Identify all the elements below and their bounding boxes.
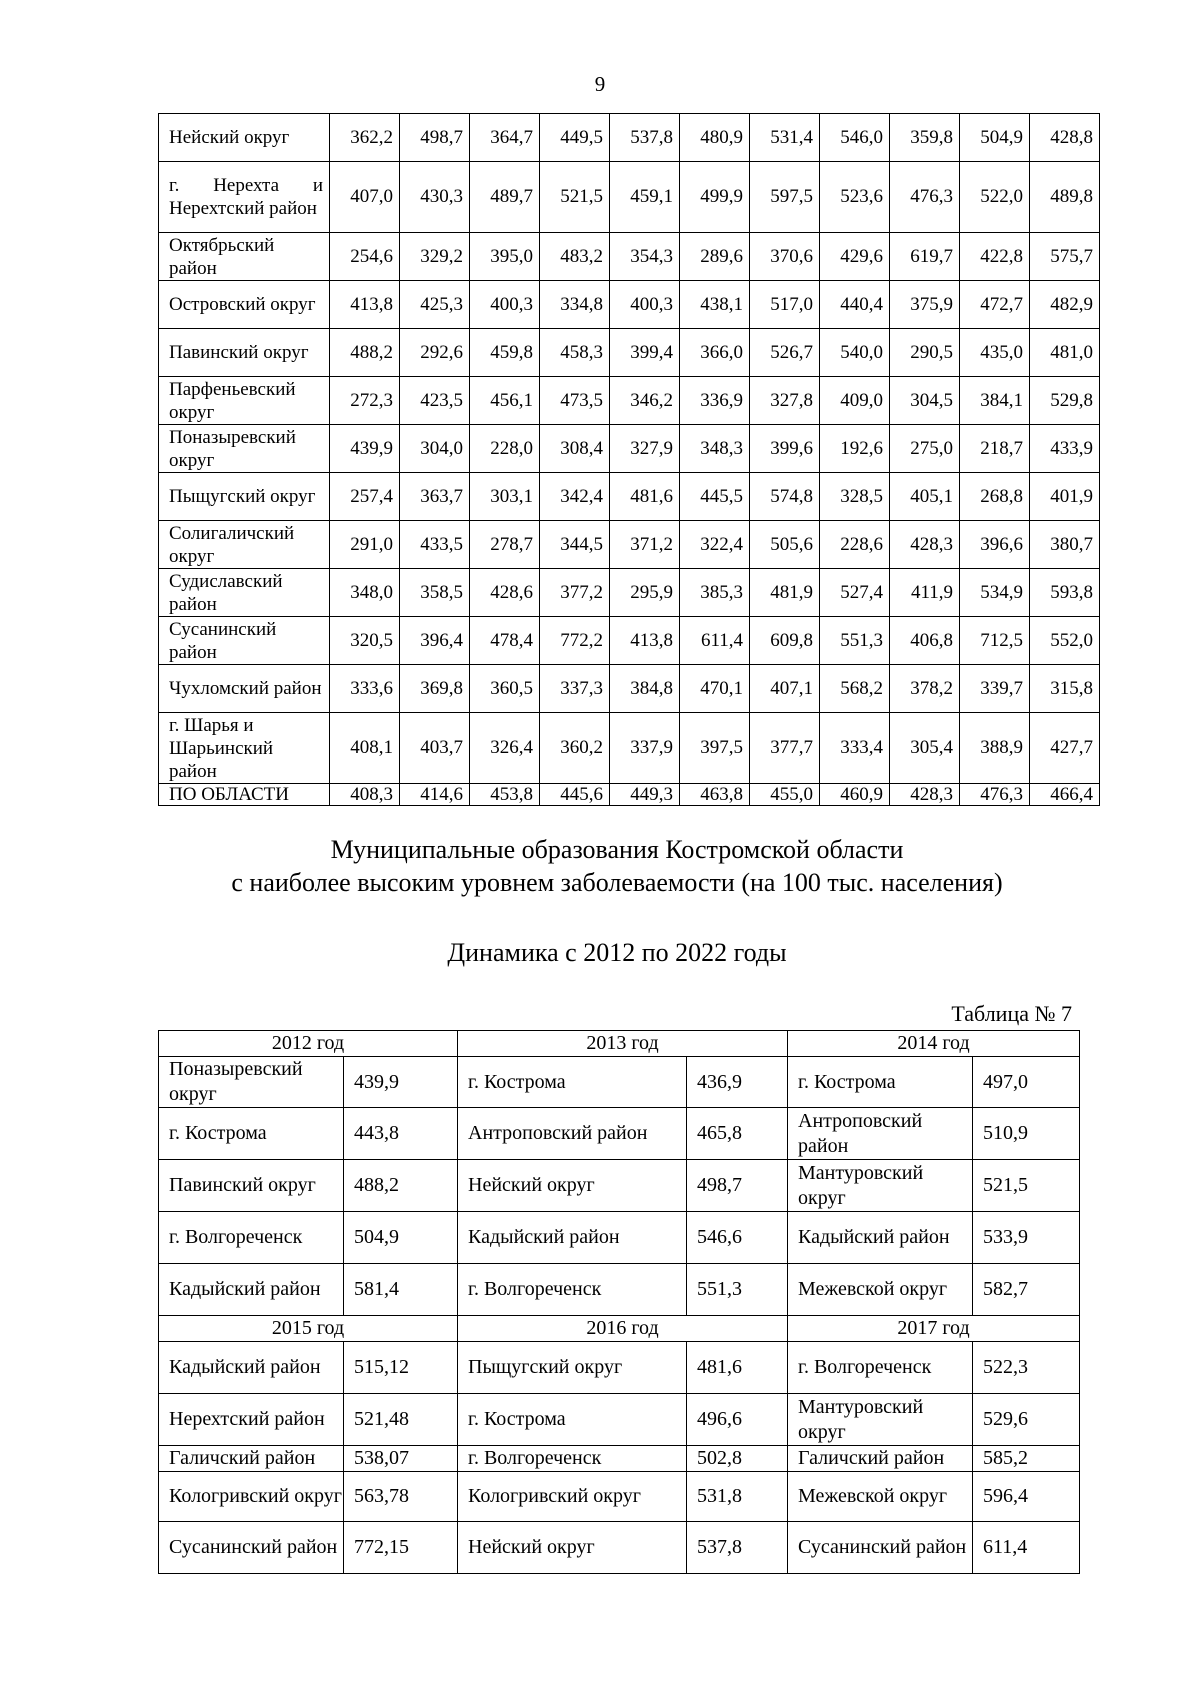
incidence-value: 268,8 (960, 473, 1030, 521)
incidence-value: 315,8 (1030, 665, 1100, 713)
incidence-value: 478,4 (470, 617, 540, 665)
district-name: г. Нерехта и Нерехтский район (159, 162, 330, 233)
incidence-value: 497,0 (973, 1057, 1080, 1108)
district-name: Павинский округ (159, 329, 330, 377)
incidence-value: 596,4 (973, 1472, 1080, 1522)
table-row (159, 784, 1100, 806)
incidence-value: 371,2 (610, 521, 680, 569)
incidence-value: 384,8 (610, 665, 680, 713)
incidence-value: 322,4 (680, 521, 750, 569)
table-row (159, 569, 1100, 617)
incidence-value: 533,9 (973, 1212, 1080, 1264)
incidence-value: 527,4 (820, 569, 890, 617)
incidence-value: 546,6 (687, 1212, 788, 1264)
incidence-value: 430,3 (400, 162, 470, 233)
municipality-name: Мантуровский округ (788, 1394, 973, 1446)
incidence-value: 575,7 (1030, 233, 1100, 281)
incidence-value: 440,4 (820, 281, 890, 329)
municipality-name: Галичский район (159, 1446, 344, 1472)
municipality-name: Кадыйский район (788, 1212, 973, 1264)
district-name: Солигаличский округ (159, 521, 330, 569)
incidence-value: 466,4 (1030, 784, 1100, 806)
incidence-value: 308,4 (540, 425, 610, 473)
incidence-value: 489,7 (470, 162, 540, 233)
incidence-value: 337,9 (610, 713, 680, 784)
incidence-value: 538,07 (344, 1446, 458, 1472)
incidence-value: 611,4 (973, 1522, 1080, 1574)
incidence-value: 529,8 (1030, 377, 1100, 425)
incidence-value: 291,0 (330, 521, 400, 569)
incidence-value: 521,48 (344, 1394, 458, 1446)
incidence-value: 337,3 (540, 665, 610, 713)
year-header-row (159, 1031, 1080, 1057)
incidence-value: 401,9 (1030, 473, 1100, 521)
table-row (159, 1108, 1080, 1160)
incidence-value: 445,5 (680, 473, 750, 521)
incidence-value: 551,3 (820, 617, 890, 665)
incidence-value: 473,5 (540, 377, 610, 425)
table-row (159, 473, 1100, 521)
incidence-value: 413,8 (610, 617, 680, 665)
incidence-value: 413,8 (330, 281, 400, 329)
year-header: 2016 год (458, 1316, 788, 1342)
incidence-value: 304,0 (400, 425, 470, 473)
incidence-value: 328,5 (820, 473, 890, 521)
incidence-value: 449,5 (540, 114, 610, 162)
incidence-value: 499,9 (680, 162, 750, 233)
incidence-value: 436,9 (687, 1057, 788, 1108)
incidence-value: 406,8 (890, 617, 960, 665)
incidence-value: 496,6 (687, 1394, 788, 1446)
incidence-value: 428,3 (890, 521, 960, 569)
incidence-value: 254,6 (330, 233, 400, 281)
table-row (159, 329, 1100, 377)
incidence-value: 433,5 (400, 521, 470, 569)
incidence-value: 574,8 (750, 473, 820, 521)
municipality-name: Сусанинский район (159, 1522, 344, 1574)
incidence-value: 399,4 (610, 329, 680, 377)
incidence-value: 327,8 (750, 377, 820, 425)
incidence-value: 411,9 (890, 569, 960, 617)
incidence-value: 375,9 (890, 281, 960, 329)
municipality-name: Межевской округ (788, 1264, 973, 1316)
incidence-value: 333,4 (820, 713, 890, 784)
incidence-value: 585,2 (973, 1446, 1080, 1472)
incidence-value: 358,5 (400, 569, 470, 617)
incidence-value: 522,0 (960, 162, 1030, 233)
year-header: 2015 год (159, 1316, 458, 1342)
incidence-value: 481,6 (610, 473, 680, 521)
incidence-value: 504,9 (960, 114, 1030, 162)
incidence-value: 611,4 (680, 617, 750, 665)
municipality-name: Антроповский район (458, 1108, 687, 1160)
dynamics-heading: Динамика с 2012 по 2022 годы (447, 938, 787, 967)
municipality-name: Пыщугский округ (458, 1342, 687, 1394)
table-row (159, 1160, 1080, 1212)
incidence-value: 489,8 (1030, 162, 1100, 233)
incidence-value: 465,8 (687, 1108, 788, 1160)
incidence-value: 408,1 (330, 713, 400, 784)
incidence-value: 333,6 (330, 665, 400, 713)
section-heading (0, 833, 1200, 899)
incidence-value: 423,5 (400, 377, 470, 425)
incidence-value: 502,8 (687, 1446, 788, 1472)
district-incidence-table (158, 113, 1100, 806)
incidence-value: 439,9 (330, 425, 400, 473)
incidence-value: 326,4 (470, 713, 540, 784)
municipality-name: Мантуровский округ (788, 1160, 973, 1212)
incidence-value: 505,6 (750, 521, 820, 569)
incidence-value: 228,6 (820, 521, 890, 569)
incidence-value: 521,5 (540, 162, 610, 233)
incidence-value: 192,6 (820, 425, 890, 473)
incidence-value: 433,9 (1030, 425, 1100, 473)
year-header: 2012 год (159, 1031, 458, 1057)
incidence-value: 481,9 (750, 569, 820, 617)
table-row (159, 1522, 1080, 1574)
incidence-value: 422,8 (960, 233, 1030, 281)
table-row (159, 1342, 1080, 1394)
incidence-value: 370,6 (750, 233, 820, 281)
incidence-value: 359,8 (890, 114, 960, 162)
incidence-value: 581,4 (344, 1264, 458, 1316)
incidence-value: 521,5 (973, 1160, 1080, 1212)
incidence-value: 480,9 (680, 114, 750, 162)
municipality-name: Кадыйский район (159, 1342, 344, 1394)
incidence-value: 439,9 (344, 1057, 458, 1108)
municipality-name: Кадыйский район (458, 1212, 687, 1264)
incidence-value: 342,4 (540, 473, 610, 521)
incidence-value: 522,3 (973, 1342, 1080, 1394)
district-name: Октябрьский район (159, 233, 330, 281)
incidence-value: 483,2 (540, 233, 610, 281)
incidence-value: 400,3 (470, 281, 540, 329)
incidence-value: 407,0 (330, 162, 400, 233)
incidence-value: 619,7 (890, 233, 960, 281)
incidence-value: 400,3 (610, 281, 680, 329)
incidence-value: 360,5 (470, 665, 540, 713)
incidence-value: 399,6 (750, 425, 820, 473)
incidence-value: 472,7 (960, 281, 1030, 329)
incidence-value: 453,8 (470, 784, 540, 806)
incidence-value: 336,9 (680, 377, 750, 425)
incidence-value: 481,0 (1030, 329, 1100, 377)
incidence-value: 409,0 (820, 377, 890, 425)
table-row (159, 162, 1100, 233)
incidence-value: 320,5 (330, 617, 400, 665)
district-name: Чухломский район (159, 665, 330, 713)
municipality-name: Антроповский район (788, 1108, 973, 1160)
incidence-value: 378,2 (890, 665, 960, 713)
incidence-value: 289,6 (680, 233, 750, 281)
incidence-value: 290,5 (890, 329, 960, 377)
municipality-name: Межевской округ (788, 1472, 973, 1522)
incidence-value: 443,8 (344, 1108, 458, 1160)
incidence-value: 428,6 (470, 569, 540, 617)
municipality-name: Кологривский округ (159, 1472, 344, 1522)
table-caption: Таблица № 7 (951, 1001, 1072, 1026)
incidence-value: 593,8 (1030, 569, 1100, 617)
incidence-value: 455,0 (750, 784, 820, 806)
district-name: Парфеньевский округ (159, 377, 330, 425)
incidence-value: 388,9 (960, 713, 1030, 784)
heading-line-2: с наиболее высоким уровнем заболеваемости (на 100 тыс. населения) (231, 868, 1003, 897)
incidence-value: 428,3 (890, 784, 960, 806)
district-name: Судиславский район (159, 569, 330, 617)
incidence-value: 348,3 (680, 425, 750, 473)
incidence-value: 712,5 (960, 617, 1030, 665)
incidence-value: 531,4 (750, 114, 820, 162)
incidence-value: 498,7 (400, 114, 470, 162)
incidence-value: 366,0 (680, 329, 750, 377)
incidence-value: 334,8 (540, 281, 610, 329)
incidence-value: 369,8 (400, 665, 470, 713)
table-row (159, 281, 1100, 329)
table-row (159, 1472, 1080, 1522)
incidence-value: 295,9 (610, 569, 680, 617)
incidence-value: 458,3 (540, 329, 610, 377)
incidence-value: 609,8 (750, 617, 820, 665)
municipality-name: г. Волгореченск (788, 1342, 973, 1394)
municipality-name: Кологривский округ (458, 1472, 687, 1522)
incidence-value: 531,8 (687, 1472, 788, 1522)
table-row (159, 233, 1100, 281)
incidence-value: 534,9 (960, 569, 1030, 617)
table-row (159, 1394, 1080, 1446)
incidence-value: 272,3 (330, 377, 400, 425)
municipality-name: г. Волгореченск (458, 1264, 687, 1316)
district-name: Поназыревский округ (159, 425, 330, 473)
incidence-value: 537,8 (610, 114, 680, 162)
incidence-value: 459,1 (610, 162, 680, 233)
municipality-name: г. Кострома (159, 1108, 344, 1160)
top-municipalities-table (158, 1030, 1080, 1574)
district-name: Сусанинский район (159, 617, 330, 665)
incidence-value: 597,5 (750, 162, 820, 233)
incidence-value: 428,8 (1030, 114, 1100, 162)
municipality-name: Поназыревский округ (159, 1057, 344, 1108)
incidence-value: 523,6 (820, 162, 890, 233)
incidence-value: 552,0 (1030, 617, 1100, 665)
year-header-row (159, 1316, 1080, 1342)
incidence-value: 377,2 (540, 569, 610, 617)
incidence-value: 540,0 (820, 329, 890, 377)
table-row (159, 617, 1100, 665)
incidence-value: 397,5 (680, 713, 750, 784)
page-number: 9 (594, 72, 606, 96)
incidence-value: 228,0 (470, 425, 540, 473)
table-row (159, 1446, 1080, 1472)
incidence-value: 429,6 (820, 233, 890, 281)
heading-line-1: Муниципальные образования Костромской области (330, 835, 904, 864)
municipality-name: Нерехтский район (159, 1394, 344, 1446)
incidence-value: 385,3 (680, 569, 750, 617)
municipality-name: Павинский округ (159, 1160, 344, 1212)
incidence-value: 463,8 (680, 784, 750, 806)
incidence-value: 517,0 (750, 281, 820, 329)
municipality-name: Галичский район (788, 1446, 973, 1472)
table-row (159, 1057, 1080, 1108)
incidence-value: 304,5 (890, 377, 960, 425)
incidence-value: 344,5 (540, 521, 610, 569)
incidence-value: 772,2 (540, 617, 610, 665)
incidence-value: 456,1 (470, 377, 540, 425)
incidence-value: 427,7 (1030, 713, 1100, 784)
incidence-value: 537,8 (687, 1522, 788, 1574)
municipality-name: Кадыйский район (159, 1264, 344, 1316)
district-name: г. Шарья и Шарьинский район (159, 713, 330, 784)
incidence-value: 362,2 (330, 114, 400, 162)
incidence-value: 275,0 (890, 425, 960, 473)
incidence-value: 396,6 (960, 521, 1030, 569)
incidence-value: 305,4 (890, 713, 960, 784)
year-header: 2014 год (788, 1031, 1080, 1057)
incidence-value: 405,1 (890, 473, 960, 521)
incidence-value: 396,4 (400, 617, 470, 665)
incidence-value: 292,6 (400, 329, 470, 377)
incidence-value: 348,0 (330, 569, 400, 617)
incidence-value: 395,0 (470, 233, 540, 281)
incidence-value: 563,78 (344, 1472, 458, 1522)
table-row (159, 114, 1100, 162)
incidence-value: 772,15 (344, 1522, 458, 1574)
incidence-value: 526,7 (750, 329, 820, 377)
incidence-value: 470,1 (680, 665, 750, 713)
incidence-value: 449,3 (610, 784, 680, 806)
incidence-value: 414,6 (400, 784, 470, 806)
year-header: 2017 год (788, 1316, 1080, 1342)
incidence-value: 364,7 (470, 114, 540, 162)
incidence-value: 582,7 (973, 1264, 1080, 1316)
municipality-name: г. Волгореченск (159, 1212, 344, 1264)
table-row (159, 377, 1100, 425)
table-row (159, 665, 1100, 713)
incidence-value: 529,6 (973, 1394, 1080, 1446)
incidence-value: 354,3 (610, 233, 680, 281)
year-header: 2013 год (458, 1031, 788, 1057)
incidence-value: 384,1 (960, 377, 1030, 425)
incidence-value: 476,3 (890, 162, 960, 233)
incidence-value: 363,7 (400, 473, 470, 521)
table-row (159, 521, 1100, 569)
incidence-value: 459,8 (470, 329, 540, 377)
incidence-value: 515,12 (344, 1342, 458, 1394)
incidence-value: 435,0 (960, 329, 1030, 377)
incidence-value: 339,7 (960, 665, 1030, 713)
incidence-value: 546,0 (820, 114, 890, 162)
municipality-name: г. Кострома (788, 1057, 973, 1108)
incidence-value: 408,3 (330, 784, 400, 806)
municipality-name: Нейский округ (458, 1522, 687, 1574)
incidence-value: 476,3 (960, 784, 1030, 806)
incidence-value: 360,2 (540, 713, 610, 784)
incidence-value: 568,2 (820, 665, 890, 713)
incidence-value: 438,1 (680, 281, 750, 329)
incidence-value: 425,3 (400, 281, 470, 329)
incidence-value: 377,7 (750, 713, 820, 784)
incidence-value: 551,3 (687, 1264, 788, 1316)
incidence-value: 482,9 (1030, 281, 1100, 329)
incidence-value: 504,9 (344, 1212, 458, 1264)
incidence-value: 488,2 (344, 1160, 458, 1212)
incidence-value: 329,2 (400, 233, 470, 281)
district-name: Пыщугский округ (159, 473, 330, 521)
incidence-value: 498,7 (687, 1160, 788, 1212)
incidence-value: 218,7 (960, 425, 1030, 473)
municipality-name: г. Кострома (458, 1057, 687, 1108)
table-row (159, 1212, 1080, 1264)
incidence-value: 403,7 (400, 713, 470, 784)
incidence-value: 481,6 (687, 1342, 788, 1394)
incidence-value: 380,7 (1030, 521, 1100, 569)
incidence-value: 278,7 (470, 521, 540, 569)
incidence-value: 488,2 (330, 329, 400, 377)
incidence-value: 303,1 (470, 473, 540, 521)
incidence-value: 346,2 (610, 377, 680, 425)
district-name: ПО ОБЛАСТИ (159, 784, 330, 806)
district-name: Нейский округ (159, 114, 330, 162)
incidence-value: 510,9 (973, 1108, 1080, 1160)
municipality-name: г. Волгореченск (458, 1446, 687, 1472)
incidence-value: 257,4 (330, 473, 400, 521)
incidence-value: 327,9 (610, 425, 680, 473)
table-row (159, 713, 1100, 784)
municipality-name: г. Кострома (458, 1394, 687, 1446)
district-name: Островский округ (159, 281, 330, 329)
table-row (159, 425, 1100, 473)
incidence-value: 407,1 (750, 665, 820, 713)
incidence-value: 445,6 (540, 784, 610, 806)
table-row (159, 1264, 1080, 1316)
municipality-name: Сусанинский район (788, 1522, 973, 1574)
municipality-name: Нейский округ (458, 1160, 687, 1212)
incidence-value: 460,9 (820, 784, 890, 806)
